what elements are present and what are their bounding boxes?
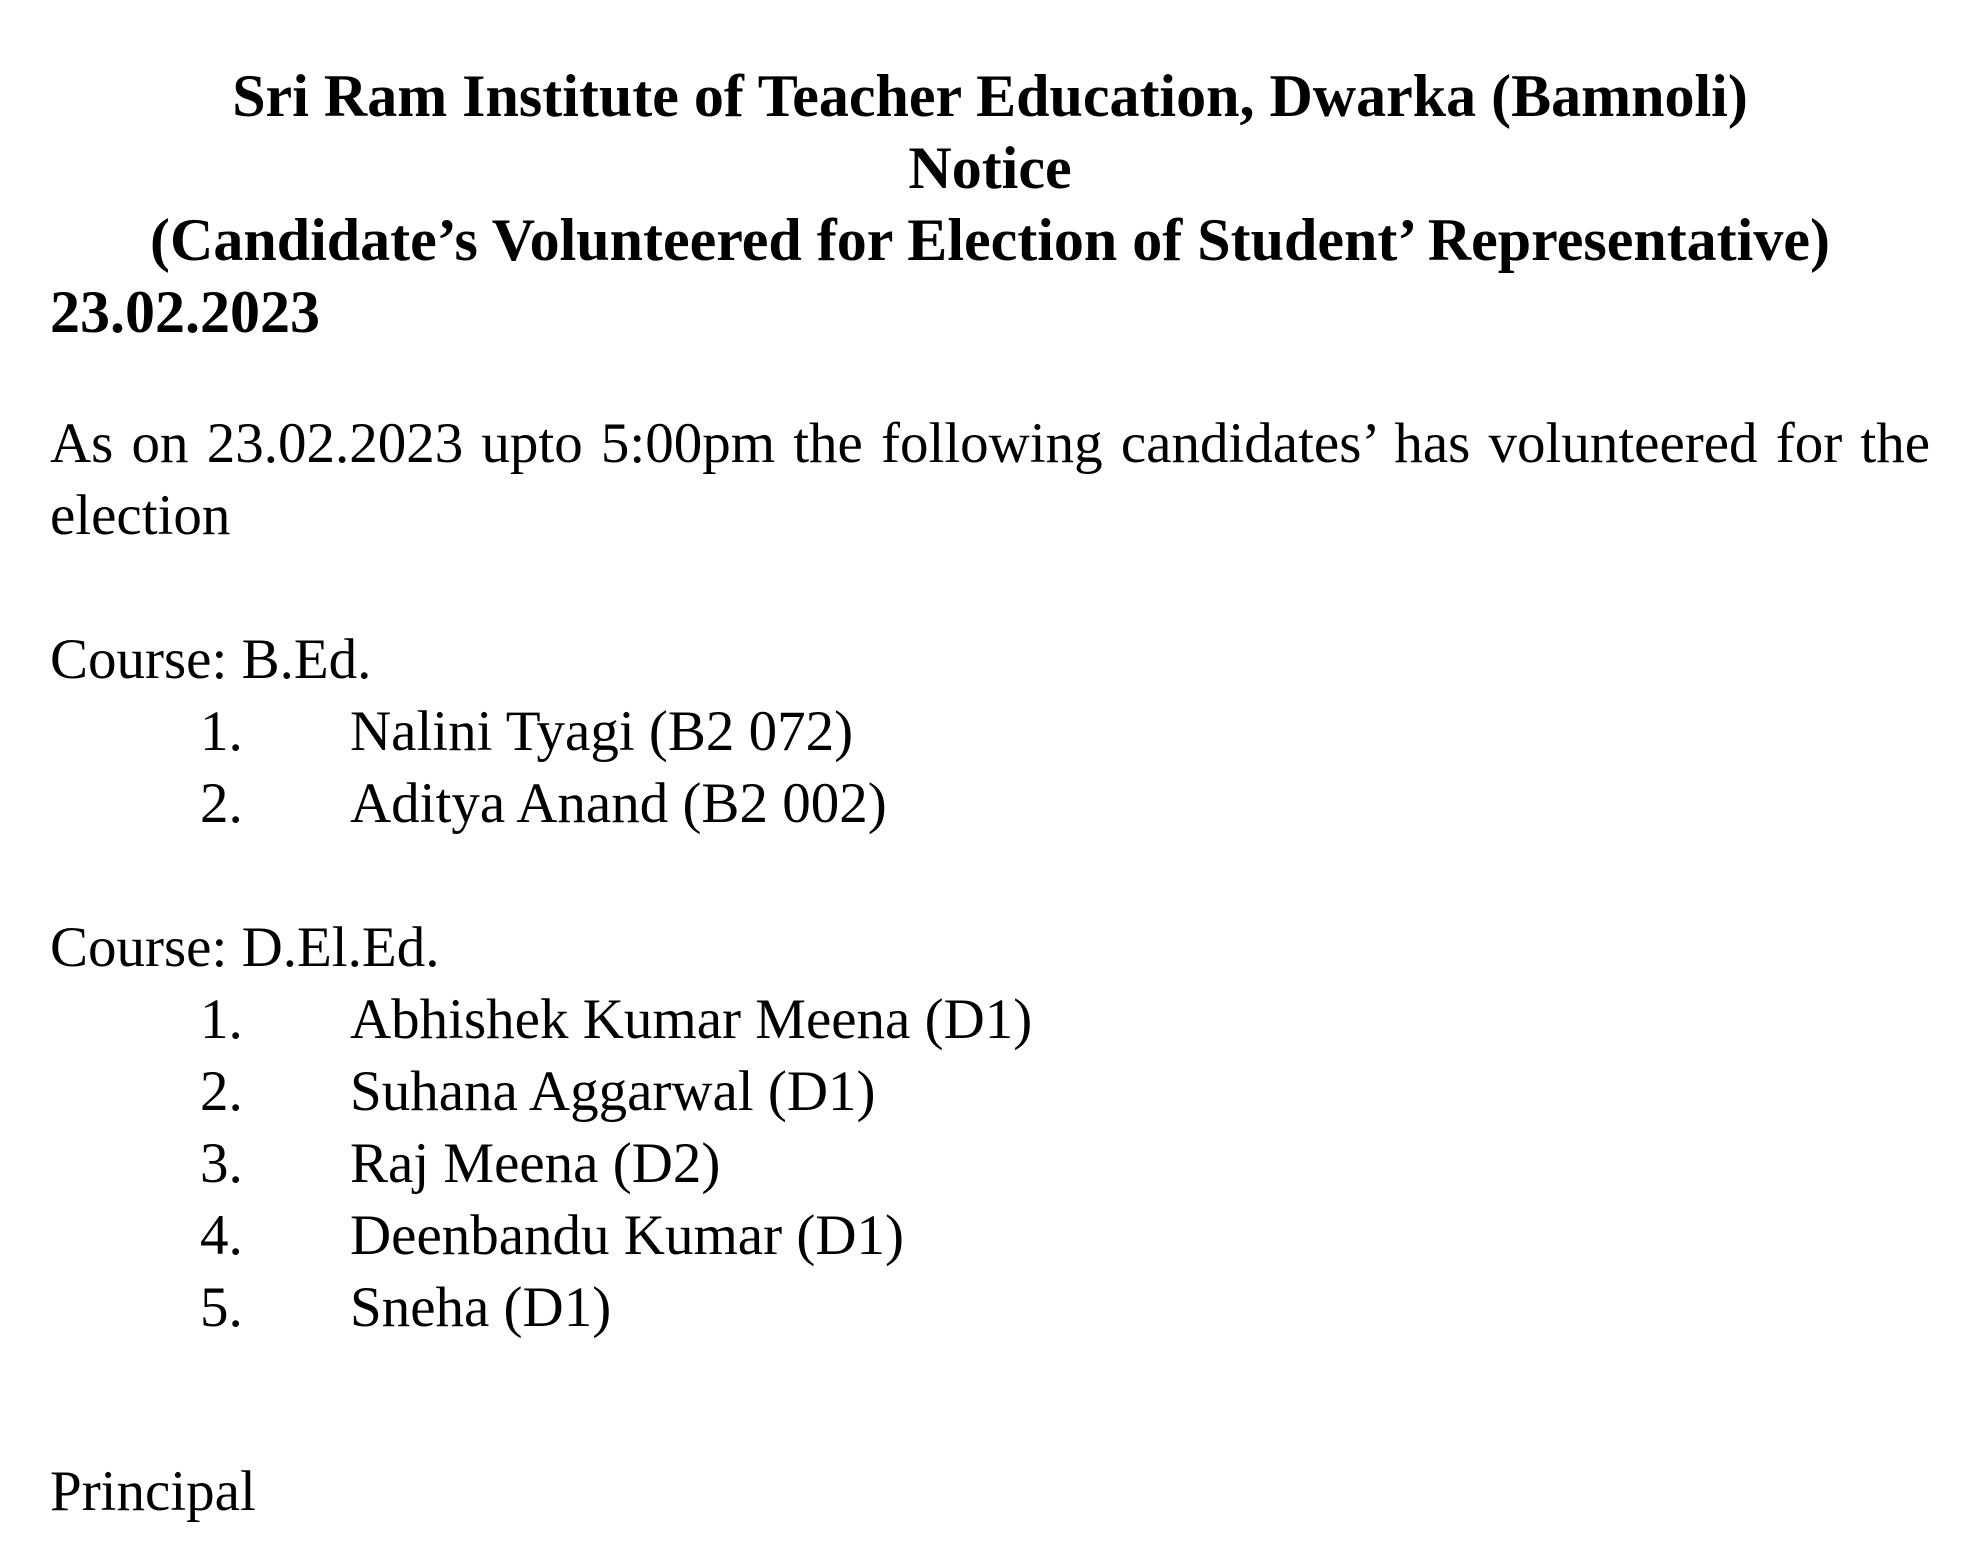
list-number: 4. bbox=[200, 1204, 243, 1267]
institute-name: Sri Ram Institute of Teacher Education, Dwarka (Bamnoli) bbox=[232, 63, 1748, 129]
candidate-name: Raj Meena (D2) bbox=[350, 1132, 721, 1195]
course-heading-bed: Course: B.Ed. bbox=[50, 628, 372, 691]
candidate-name: Nalini Tyagi (B2 072) bbox=[350, 700, 854, 763]
candidate-name: Abhishek Kumar Meena (D1) bbox=[350, 988, 1033, 1051]
course-heading-deled: Course: D.El.Ed. bbox=[50, 916, 440, 979]
list-number: 2. bbox=[200, 1060, 243, 1123]
notice-subtitle: (Candidate’s Volunteered for Election of Student’ Representative) bbox=[150, 207, 1830, 273]
candidate-name: Sneha (D1) bbox=[350, 1276, 612, 1339]
candidate-name: Deenbandu Kumar (D1) bbox=[350, 1204, 904, 1267]
list-number: 2. bbox=[200, 772, 243, 835]
list-number: 1. bbox=[200, 988, 243, 1051]
signature: Principal bbox=[50, 1460, 256, 1523]
candidate-name: Suhana Aggarwal (D1) bbox=[350, 1060, 876, 1123]
list-number: 1. bbox=[200, 700, 243, 763]
notice-date: 23.02.2023 bbox=[50, 279, 320, 345]
notice-title: Notice bbox=[908, 135, 1072, 201]
list-number: 3. bbox=[200, 1132, 243, 1195]
candidate-name: Aditya Anand (B2 002) bbox=[350, 772, 887, 835]
list-number: 5. bbox=[200, 1276, 243, 1339]
intro-paragraph: As on 23.02.2023 upto 5:00pm the following candidates’ has volunteered for the election bbox=[50, 412, 1930, 547]
